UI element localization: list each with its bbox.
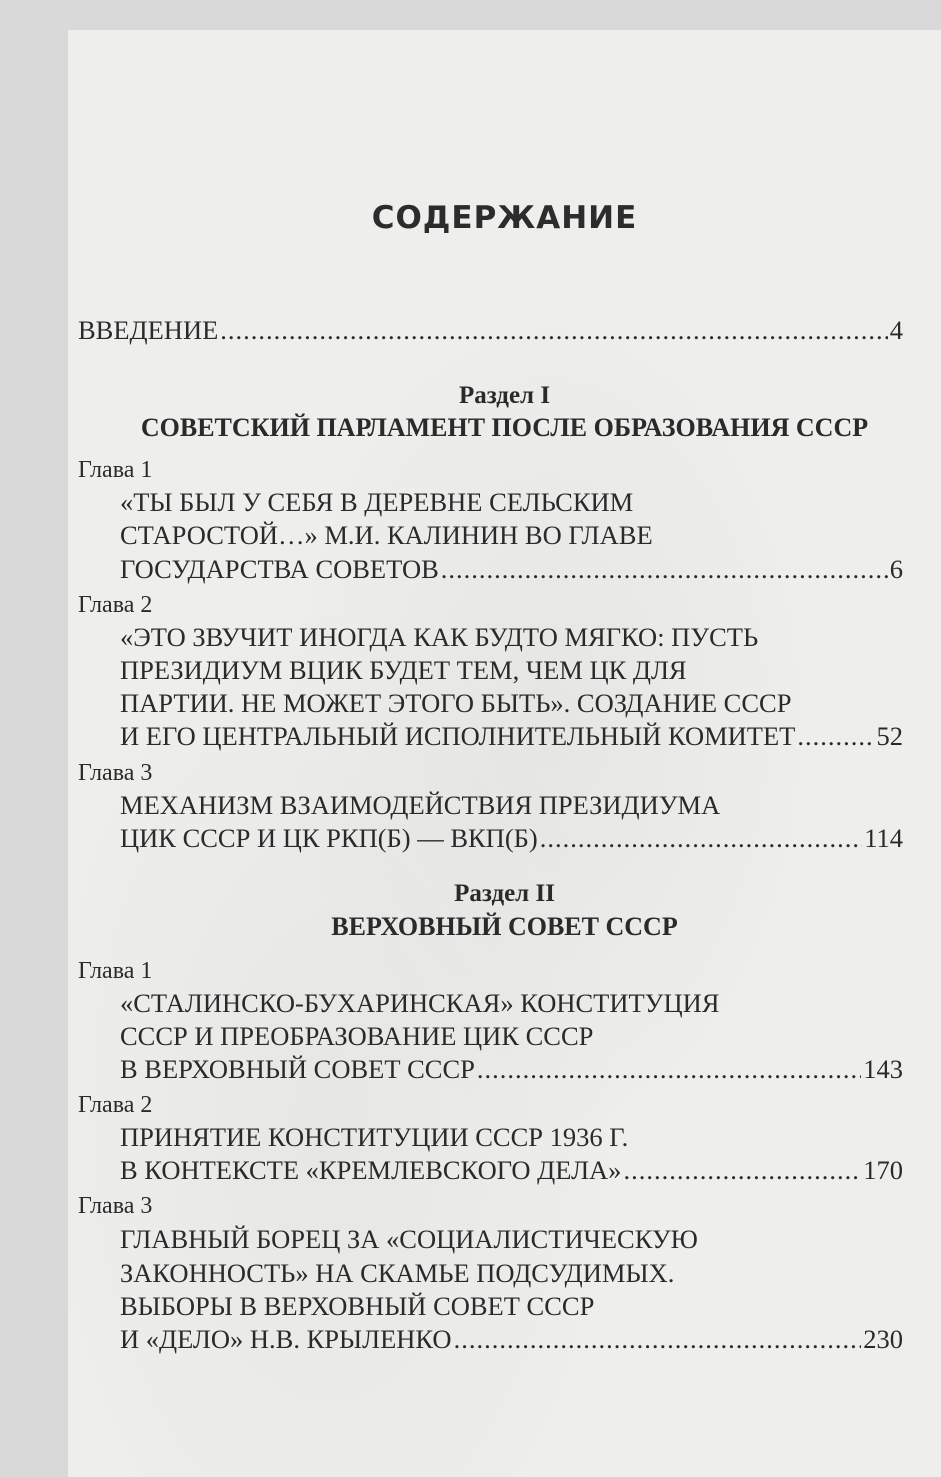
page-number: 114 xyxy=(864,823,903,853)
chapter-title-line: В КОНТЕКСТЕ «КРЕМЛЕВСКОГО ДЕЛА» xyxy=(120,1155,622,1185)
toc-entry-last-line xyxy=(120,1152,903,1188)
chapter-title-line: ЦИК СССР И ЦК РКП(Б) — ВКП(Б) xyxy=(120,823,538,853)
toc-entry-last-line xyxy=(120,1051,903,1087)
chapter-title-line: «ЭТО ЗВУЧИТ ИНОГДА КАК БУДТО МЯГКО: ПУСТЬ xyxy=(120,622,759,652)
leader-dots xyxy=(454,1321,862,1357)
toc-entry-last-line xyxy=(120,820,903,856)
chapter-title-line: МЕХАНИЗМ ВЗАИМОДЕЙСТВИЯ ПРЕЗИДИУМА xyxy=(120,790,721,820)
chapter-title-line: ВЫБОРЫ В ВЕРХОВНЫЙ СОВЕТ СССР xyxy=(120,1291,595,1321)
leader-dots xyxy=(220,312,887,348)
chapter-title-line: СТАРОСТОЙ…» М.И. КАЛИНИН ВО ГЛАВЕ xyxy=(120,520,653,550)
chapter-title-line: ПРИНЯТИЕ КОНСТИТУЦИИ СССР 1936 Г. xyxy=(120,1122,629,1152)
leader-dots xyxy=(623,1152,861,1188)
chapter-label: Глава 1 xyxy=(78,457,153,483)
toc-entry-last-line xyxy=(120,1321,903,1357)
section-label: Раздел II xyxy=(454,880,555,907)
chapter-title-line: «СТАЛИНСКО-БУХАРИНСКАЯ» КОНСТИТУЦИЯ xyxy=(120,988,720,1018)
toc-entry-label: ВВЕДЕНИЕ xyxy=(78,315,219,345)
chapter-title-line: ПРЕЗИДИУМ ВЦИК БУДЕТ ТЕМ, ЧЕМ ЦК ДЛЯ xyxy=(120,655,687,685)
chapter-title-line: «ТЫ БЫЛ У СЕБЯ В ДЕРЕВНЕ СЕЛЬСКИМ xyxy=(120,487,634,517)
chapter-title-line: ЗАКОННОСТЬ» НА СКАМЬЕ ПОДСУДИМЫХ. xyxy=(120,1258,675,1288)
section-label: Раздел I xyxy=(458,382,551,409)
leader-dots xyxy=(441,551,888,587)
chapter-label: Глава 3 xyxy=(78,1193,153,1219)
chapter-title-line: ГОСУДАРСТВА СОВЕТОВ xyxy=(120,554,439,584)
chapter-label: Глава 3 xyxy=(78,760,153,786)
toc-entry-last-line xyxy=(120,551,903,587)
section-title: ВЕРХОВНЫЙ СОВЕТ СССР xyxy=(331,912,678,941)
chapter-label: Глава 1 xyxy=(78,958,153,984)
toc-entry-last-line xyxy=(120,718,903,754)
page-number: 143 xyxy=(863,1054,903,1084)
chapter-title-line: ПАРТИИ. НЕ МОЖЕТ ЭТОГО БЫТЬ». СОЗДАНИЕ СССР xyxy=(120,688,792,718)
chapter-title-line: И «ДЕЛО» Н.В. КРЫЛЕНКО xyxy=(120,1324,452,1354)
chapter-label: Глава 2 xyxy=(78,1092,153,1118)
page-title: СОДЕРЖАНИЕ xyxy=(371,200,638,236)
toc-entry-intro xyxy=(78,312,903,348)
chapter-title-line: И ЕГО ЦЕНТРАЛЬНЫЙ ИСПОЛНИТЕЛЬНЫЙ КОМИТЕТ xyxy=(120,721,796,751)
page-number: 230 xyxy=(863,1324,903,1354)
chapter-title-line: В ВЕРХОВНЫЙ СОВЕТ СССР xyxy=(120,1054,475,1084)
page-number: 4 xyxy=(889,315,903,345)
chapter-title-line: СССР И ПРЕОБРАЗОВАНИЕ ЦИК СССР xyxy=(120,1021,594,1051)
leader-dots xyxy=(797,718,874,754)
section-title: СОВЕТСКИЙ ПАРЛАМЕНТ ПОСЛЕ ОБРАЗОВАНИЯ СССР xyxy=(140,413,869,442)
chapter-label: Глава 2 xyxy=(78,592,153,618)
page-number: 170 xyxy=(863,1155,903,1185)
page-number: 52 xyxy=(876,721,903,751)
leader-dots xyxy=(540,820,863,856)
page-number: 6 xyxy=(889,554,903,584)
chapter-title-line: ГЛАВНЫЙ БОРЕЦ ЗА «СОЦИАЛИСТИЧЕСКУЮ xyxy=(120,1224,698,1254)
leader-dots xyxy=(477,1051,861,1087)
